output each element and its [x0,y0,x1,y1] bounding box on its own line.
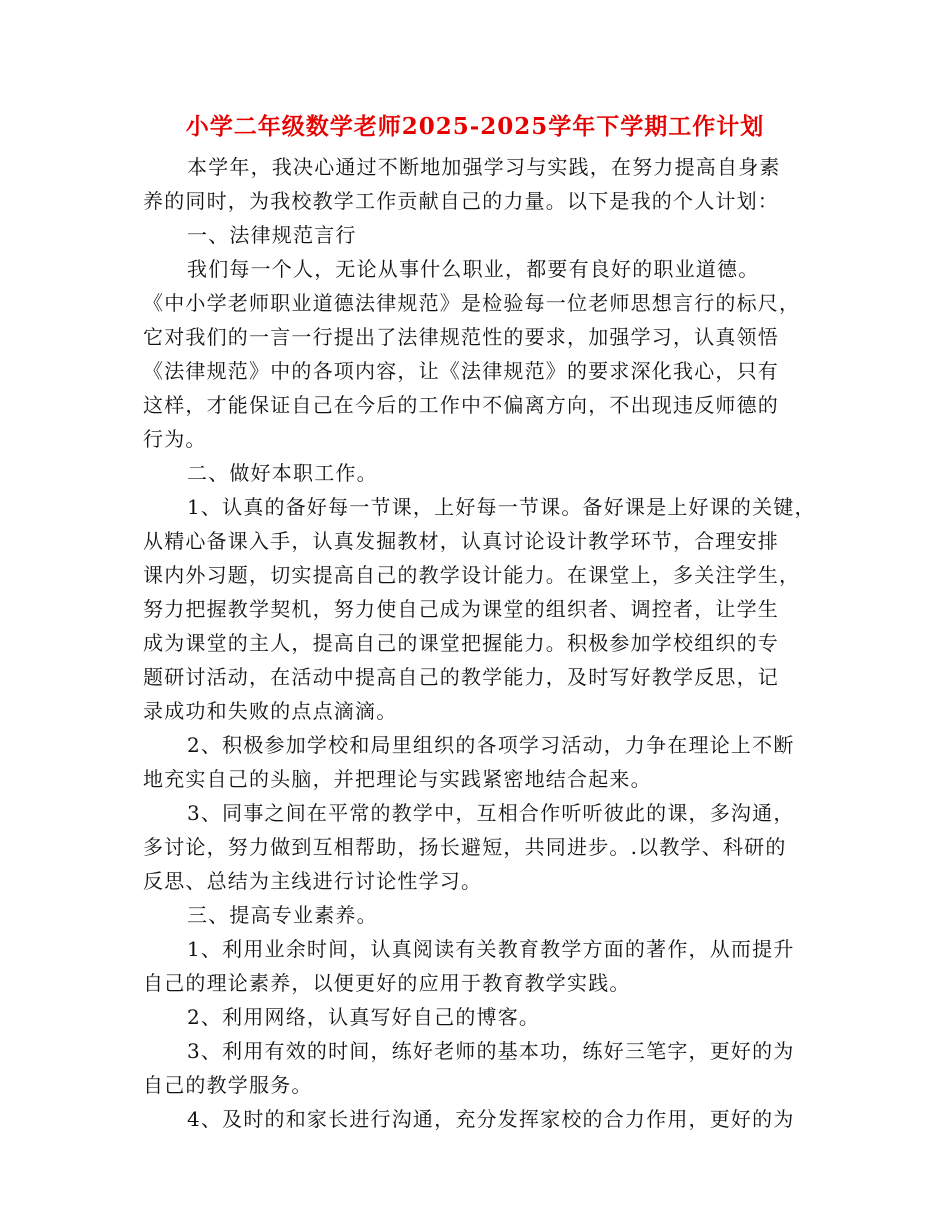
text-line: 自己的教学服务。 [143,1073,313,1097]
text-line: 它对我们的一言一行提出了法律规范性的要求，加强学习，认真领悟 [143,325,779,349]
text-line: 二、做好本职工作。 [187,461,378,485]
text-line: 录成功和失败的点点滴滴。 [143,699,398,723]
text-line: 自己的理论素养，以便更好的应用于教育教学实践。 [143,971,631,995]
text-line: 1、利用业余时间，认真阅读有关教育教学方面的著作，从而提升 [187,937,795,961]
text-line: 《法律规范》中的各项内容，让《法律规范》的要求深化我心，只有 [143,359,779,383]
text-line: 3、同事之间在平常的教学中，互相合作听听彼此的课，多沟通， [187,801,795,825]
text-line: 养的同时，为我校教学工作贡献自己的力量。以下是我的个人计划： [143,189,779,213]
text-line: 三、提高专业素养。 [187,903,378,927]
text-line: 4、及时的和家长进行沟通，充分发挥家校的合力作用，更好的为 [187,1107,795,1131]
text-line: 《中小学老师职业道德法律规范》是检验每一位老师思想言行的标尺， [143,291,801,315]
text-line: 努力把握教学契机，努力使自己成为课堂的组织者、调控者，让学生 [143,597,779,621]
text-line: 题研讨活动，在活动中提高自己的教学能力，及时写好教学反思，记 [143,665,779,689]
document-title: 小学二年级数学老师2025-2025学年下学期工作计划 [185,113,765,140]
text-line: 行为。 [143,427,207,451]
text-line: 3、利用有效的时间，练好老师的基本功，练好三笔字，更好的为 [187,1039,795,1063]
text-line: 本学年，我决心通过不断地加强学习与实践，在努力提高自身素 [187,155,781,179]
text-line: 这样，才能保证自己在今后的工作中不偏离方向，不出现违反师德的 [143,393,779,417]
text-line: 从精心备课入手，认真发掘教材，认真讨论设计教学环节，合理安排 [143,529,779,553]
text-line: 2、利用网络，认真写好自己的博客。 [187,1005,541,1029]
text-line: 课内外习题，切实提高自己的教学设计能力。在课堂上，多关注学生， [143,563,801,587]
text-line: 地充实自己的头脑，并把理论与实践紧密地结合起来。 [143,767,652,791]
text-line: 2、积极参加学校和局里组织的各项学习活动，力争在理论上不断 [187,733,795,757]
text-line: 1、认真的备好每一节课，上好每一节课。备好课是上好课的关键， [187,495,816,519]
text-line: 一、法律规范言行 [187,223,357,247]
document-body [143,150,823,1136]
text-line: 反思、总结为主线进行讨论性学习。 [143,869,483,893]
text-line: 我们每一个人，无论从事什么职业，都要有良好的职业道德。 [187,257,760,281]
text-line: 多讨论，努力做到互相帮助，扬长避短，共同进步。.以教学、科研的 [143,835,787,859]
text-line: 成为课堂的主人，提高自己的课堂把握能力。积极参加学校组织的专 [143,631,779,655]
